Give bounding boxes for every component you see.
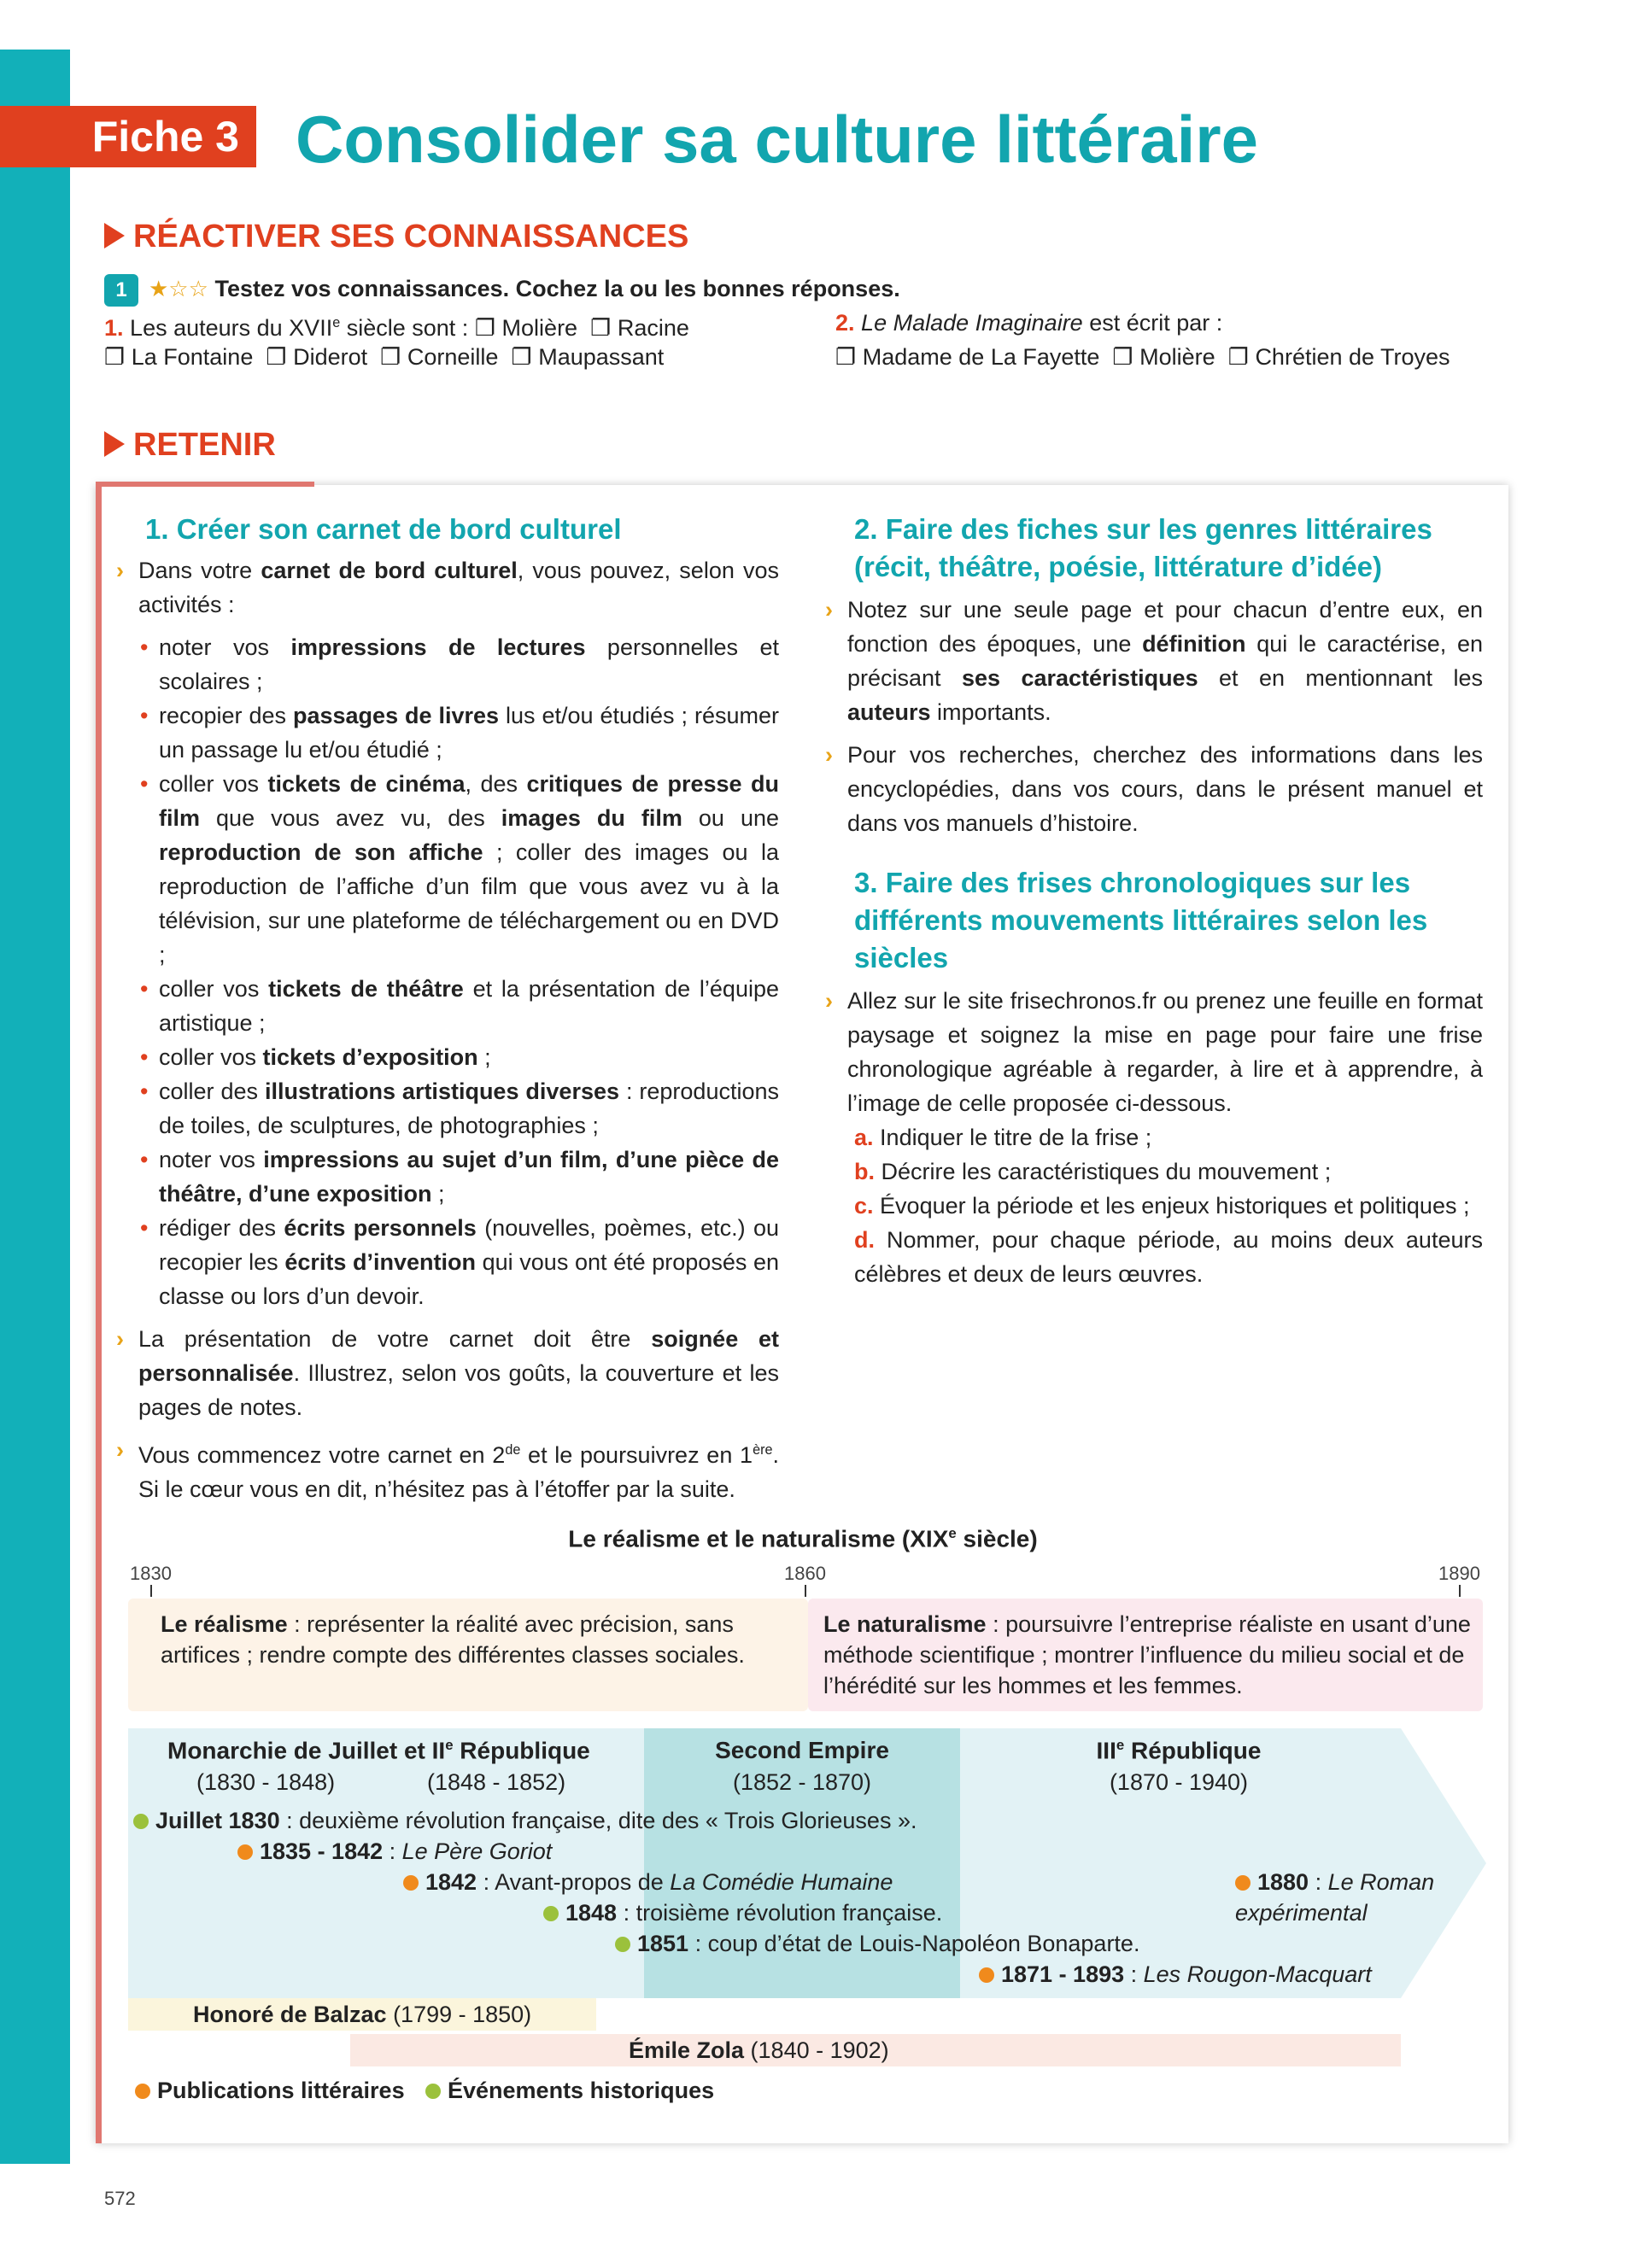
event-1851: 1851 : coup d’état de Louis-Napoléon Bonaparte. [615,1928,1139,1959]
event-juillet-1830: Juillet 1830 : deuxième révolution française, dite des « Trois Glorieuses ». [133,1805,917,1836]
list-item: • noter vos impressions de lectures personnelles et scolaires ; [138,630,779,699]
checkbox[interactable]: ❐ [511,344,532,370]
zola-label: Émile Zola (1840 - 1902) [629,2037,889,2063]
tick-mark [805,1585,806,1597]
event-comedie-humaine: 1842 : Avant-propos de La Comédie Humaine [403,1867,893,1897]
question-2-line-2: ❐ Madame de La Fayette ❐ Molière ❐ Chrétien de Troyes [835,344,1450,370]
checkbox[interactable]: ❐ [1227,344,1249,370]
paragraph: › Allez sur le site frisechronos.fr ou prenez une feuille en format paysage et soignez la mise en page pour faire une frise chronologique agréable à regarder, à lire et à apprendre, à l’image de celle proposée ci-dessous. [825,984,1483,1120]
chevron-icon: › [825,597,833,623]
era-date: (1830 - 1848) [196,1769,336,1795]
list-item: • coller vos tickets d’exposition ; [138,1040,779,1074]
question-2-line-1: 2. Le Malade Imaginaire est écrit par : [835,310,1223,336]
era-date: (1848 - 1852) [427,1769,566,1795]
subsection-title-3: 3. Faire des frises chronologiques sur les différents mouvements littéraires selon les siècles [854,867,1428,973]
era-title-troisieme-republique: IIIe République [1096,1737,1262,1764]
chevron-icon: › [825,742,833,768]
option-moliere: Molière [501,315,578,341]
checkbox[interactable]: ❐ [590,315,612,341]
question-1-line-1: 1. Les auteurs du XVIIe siècle sont : ❐ Molière ❐ Racine [104,315,689,341]
legend-publications: Publications littéraires [135,2075,405,2106]
list-item: • coller vos tickets de théâtre et la présentation de l’équipe artistique ; [138,972,779,1040]
exercise-instruction-line [104,272,900,307]
checkbox[interactable]: ❐ [835,344,857,370]
difficulty-stars-icon: ★☆☆ [149,276,208,301]
era-title-second-empire: Second Empire [715,1737,889,1763]
naturalisme-description: Le naturalisme : poursuivre l’entreprise réaliste en usant d’une méthode scientifique ; montrer l’influence du milieu social et de l’hérédité sur les hommes et les femmes. [823,1611,1471,1698]
paragraph: › La présentation de votre carnet doit être soignée et personnalisée. Illustrez, selon vos goûts, la couverture et les pages de notes. [116,1322,779,1424]
steps-list [825,1120,1483,1291]
list-item: • recopier des passages de livres lus et/ou étudiés ; résumer un passage lu et/ou étudié ; [138,699,779,767]
retenir-box-accent [96,485,102,2143]
list-item: • noter vos impressions au sujet d’un film, d’une pièce de théâtre, d’une exposition ; [138,1143,779,1211]
paragraph: › Vous commencez votre carnet en 2de et le poursuivrez en 1ère. Si le cœur vous en dit, n’hésitez pas à l’étoffer par la suite. [116,1433,779,1506]
list-item: • rédiger des écrits personnels (nouvelles, poèmes, etc.) ou recopier les écrits d’invention qui vous ont été proposés en classe ou lors d’un devoir. [138,1211,779,1313]
chevron-icon: › [116,1437,124,1463]
subsection-title-2: 2. Faire des fiches sur les genres littéraires (récit, théâtre, poésie, littérature d’idée) [854,513,1432,582]
event-rougon-macquart: 1871 - 1893 : Les Rougon-Macquart [979,1959,1372,1990]
list-item: a. Indiquer le titre de la frise ; [854,1125,1152,1150]
tick-label-1860: 1860 [784,1563,826,1584]
balzac-label: Honoré de Balzac (1799 - 1850) [193,2002,532,2027]
page-side-strip [0,50,70,2164]
checkbox[interactable]: ❐ [104,344,126,370]
tick-mark [150,1585,152,1597]
era-date: (1852 - 1870) [732,1769,872,1795]
list-item: c. Évoquer la période et les enjeux historiques et politiques ; [854,1193,1470,1219]
tick-label-1890: 1890 [1438,1563,1480,1584]
historical-dot-icon [543,1906,559,1921]
event-roman-experimental: 1880 : Le Roman expérimental [1235,1869,1435,1926]
exercise-instruction: Testez vos connaissances. Cochez la ou les bonnes réponses. [214,276,900,301]
realisme-description: Le réalisme : représenter la réalité avec précision, sans artifices ; rendre compte des différentes classes sociales. [161,1611,745,1668]
publication-dot-icon [1235,1875,1250,1891]
publication-dot-icon [403,1875,419,1891]
retenir-box-top-accent [96,482,314,487]
publication-dot-icon [237,1844,253,1860]
list-item: • coller vos tickets de cinéma, des critiques de presse du film que vous avez vu, des images du film ou une reproduction de son affiche ; coller des images ou la reproduction de l’affiche d’un film que vous avez vu à la télévision, sur une plateforme de téléchargement ou en DVD ; [138,767,779,972]
publication-dot-icon [979,1967,994,1983]
paragraph: › Dans votre carnet de bord culturel, vous pouvez, selon vos activités : [116,553,779,622]
page-number: 572 [104,2188,136,2209]
tick-label-1830: 1830 [130,1563,172,1584]
activities-list [138,630,779,1313]
option-racine: Racine [617,315,689,341]
triangle-bullet-icon [104,431,125,457]
checkbox[interactable]: ❐ [380,344,401,370]
historical-dot-icon [425,2084,441,2099]
question-1-line-2: ❐ La Fontaine ❐ Diderot ❐ Corneille ❐ Maupassant [104,344,665,370]
exercise-number-badge: 1 [104,274,138,307]
section-heading-retenir: RETENIR [104,427,276,464]
legend-events: Événements historiques [425,2075,714,2106]
subsection-title-1: 1. Créer son carnet de bord culturel [145,513,622,545]
event-1848: 1848 : troisième révolution française. [543,1897,942,1928]
timeline-title: Le réalisme et le naturalisme (XIXe siècle) [568,1525,1038,1552]
publication-dot-icon [135,2084,150,2099]
event-pere-goriot: 1835 - 1842 : Le Père Goriot [237,1836,552,1867]
paragraph: › Pour vos recherches, cherchez des informations dans les encyclopédies, dans vos cours, dans le présent manuel et dans vos manuels d’histoire. [825,738,1483,840]
historical-dot-icon [133,1814,149,1829]
historical-dot-icon [615,1937,630,1952]
checkbox[interactable]: ❐ [266,344,287,370]
paragraph: › Notez sur une seule page et pour chacun d’entre eux, en fonction des époques, une définition qui le caractérise, en précisant ses caractéristiques et en mentionnant les auteurs importants. [825,593,1483,729]
chevron-icon: › [116,1326,124,1352]
era-title-monarchie: Monarchie de Juillet et IIe République [167,1737,590,1764]
retenir-column-1 [116,511,779,1506]
era-date: (1870 - 1940) [1109,1769,1249,1795]
checkbox[interactable]: ❐ [474,315,496,341]
fiche-label: Fiche 3 [0,106,256,167]
triangle-bullet-icon [104,223,125,248]
list-item: • coller des illustrations artistiques diverses : reproductions de toiles, de sculptures, de photographies ; [138,1074,779,1143]
retenir-column-2 [825,511,1483,1291]
section-heading-reactiver: RÉACTIVER SES CONNAISSANCES [104,219,688,255]
list-item: d. Nommer, pour chaque période, au moins deux auteurs célèbres et deux de leurs œuvres. [854,1227,1483,1287]
checkbox[interactable]: ❐ [1112,344,1133,370]
page-title: Consolider sa culture littéraire [296,102,1259,177]
list-item: b. Décrire les caractéristiques du mouvement ; [854,1159,1332,1184]
chevron-icon: › [825,988,833,1014]
tick-mark [1459,1585,1461,1597]
chevron-icon: › [116,558,124,583]
